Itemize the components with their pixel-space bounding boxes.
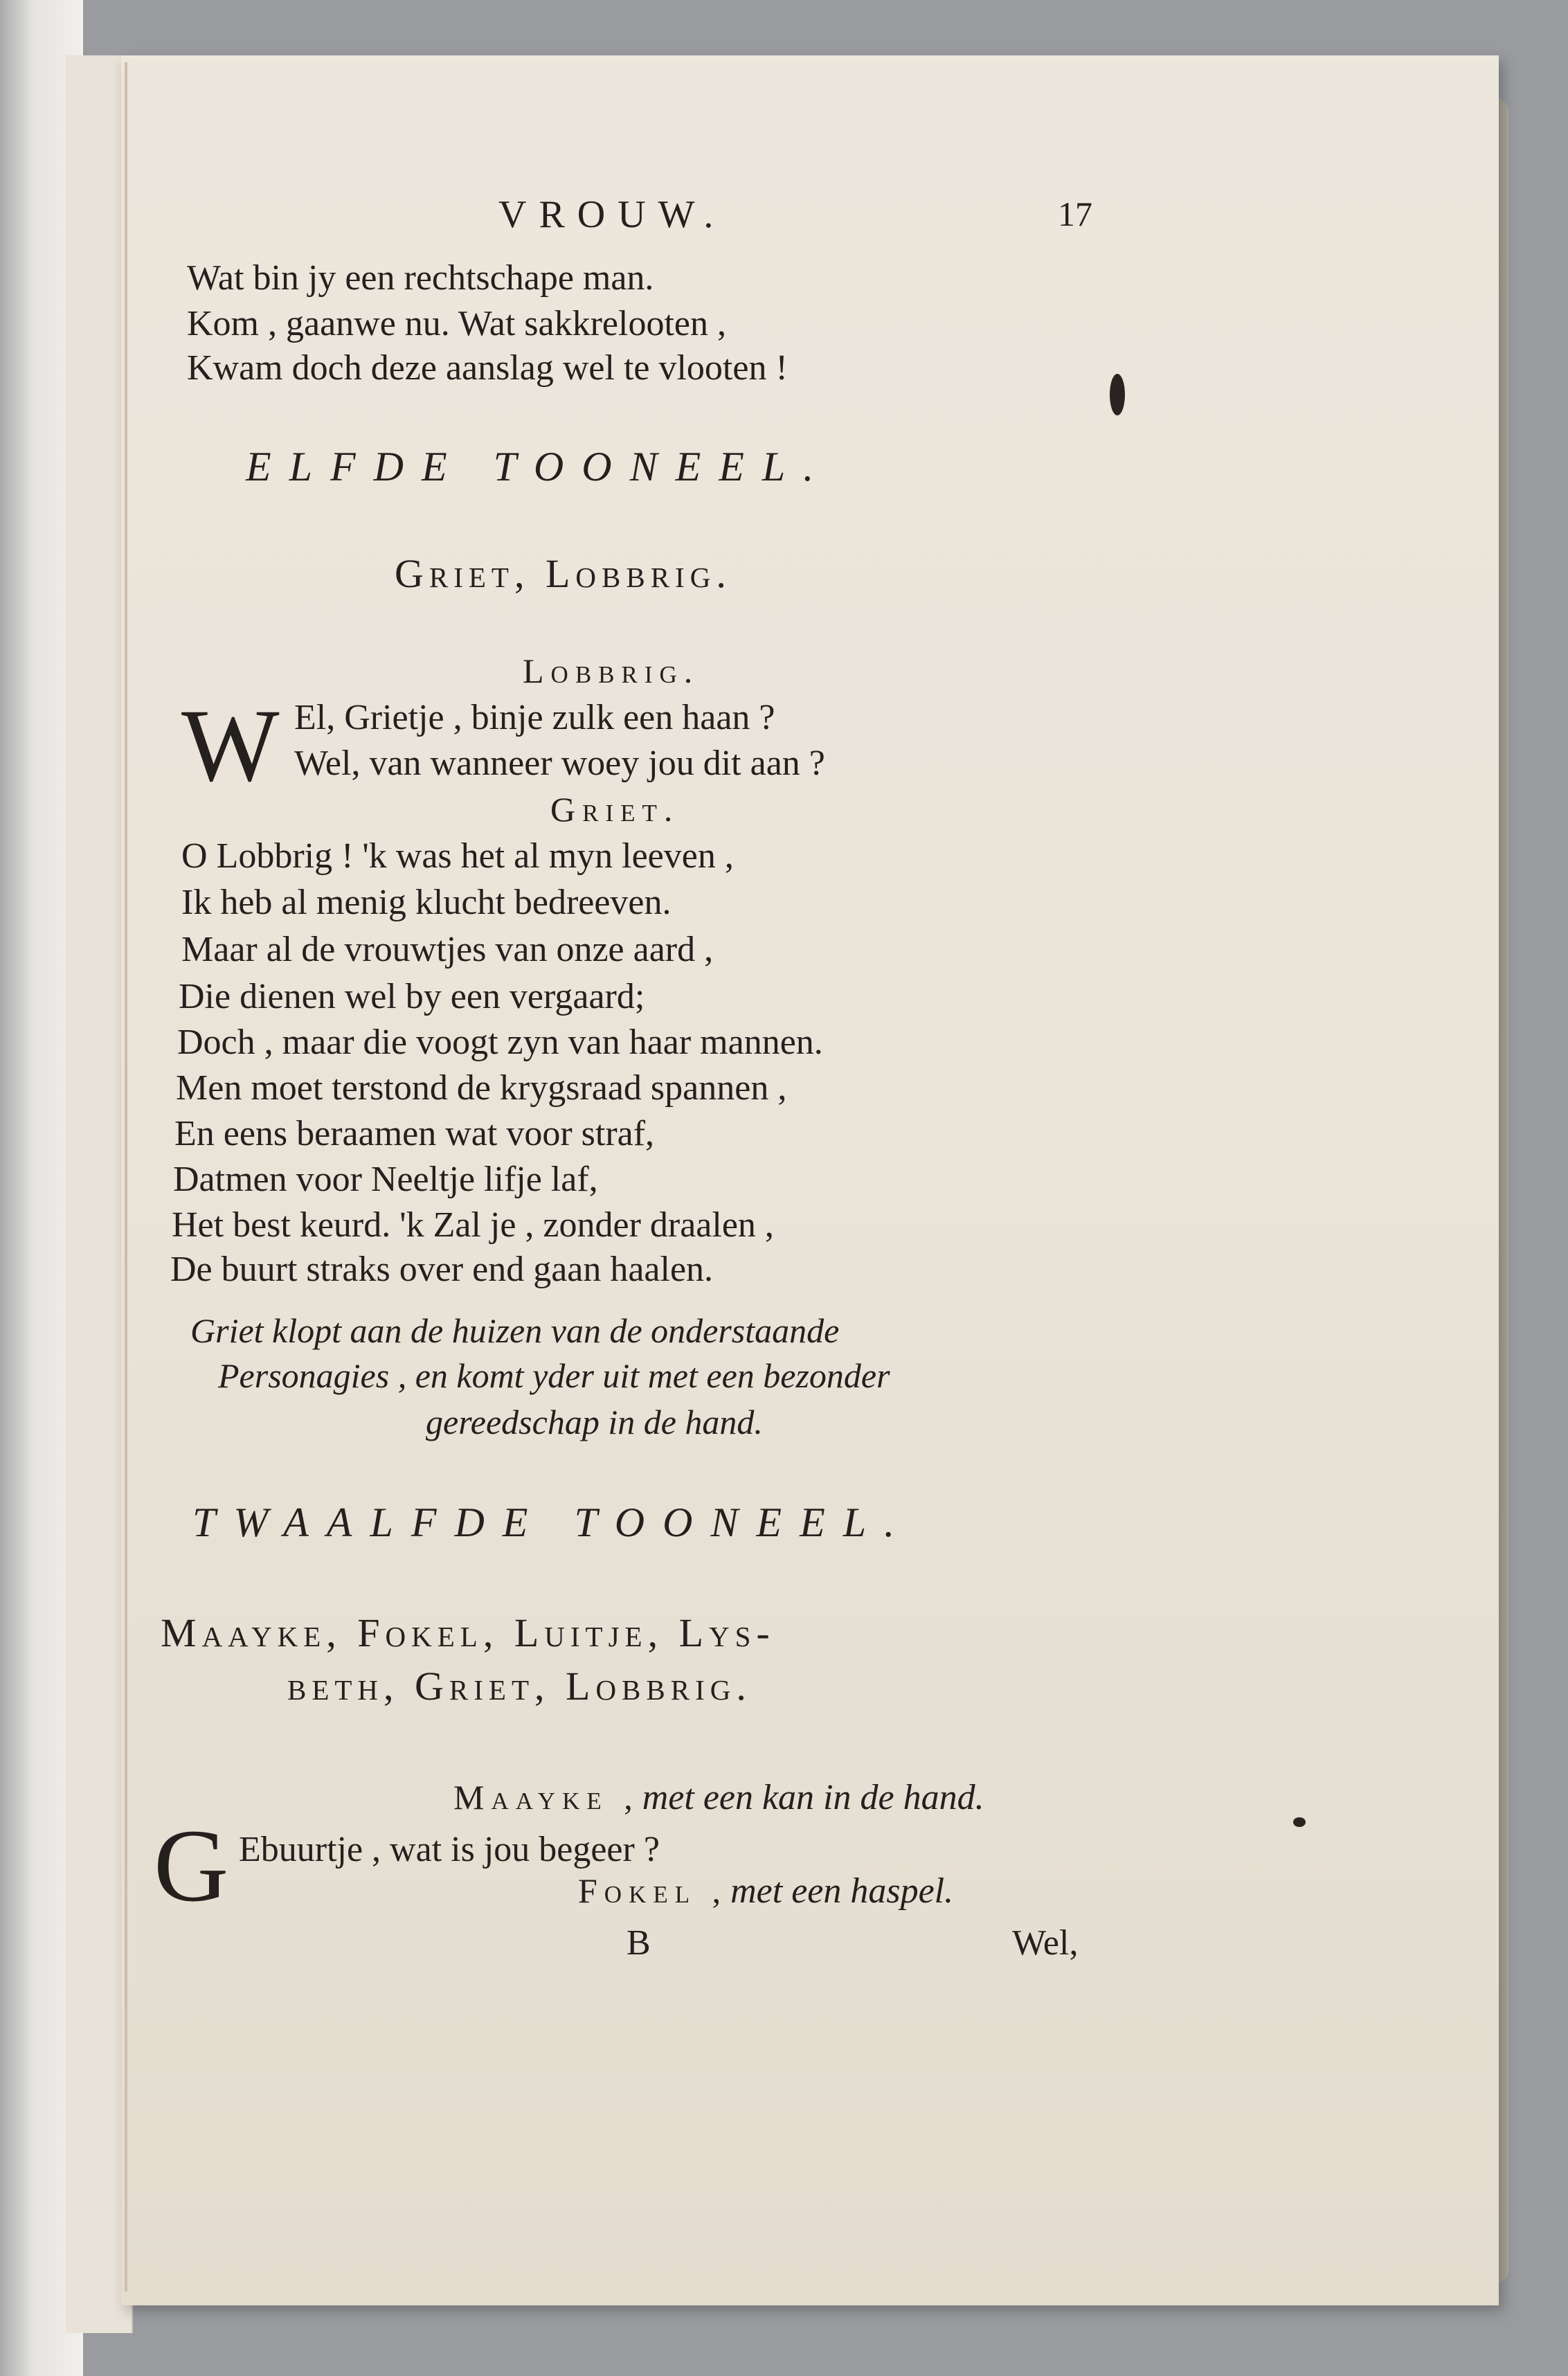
signature-mark: B [627, 1923, 651, 1963]
gutter-line [125, 62, 127, 2292]
drop-capital: W [181, 688, 280, 803]
verse-line: Kwam doch deze aanslag wel te vlooten ! [187, 348, 788, 388]
running-head: VROUW. [498, 193, 726, 236]
speaker-griet: Griet. [550, 790, 680, 829]
page-number: 17 [1058, 195, 1092, 233]
stage-line: gereedschap in de hand. [426, 1403, 763, 1441]
scene-12-characters: beth, Griet, Lobbrig. [287, 1664, 752, 1709]
ink-spot [1110, 374, 1125, 415]
scene-12-characters: Maayke, Fokel, Luitje, Lys- [161, 1610, 775, 1655]
maayke-speaker-line [453, 1776, 984, 1820]
scene-12-title: TWAALFDE TOONEEL. [192, 1500, 913, 1545]
verse-line: De buurt straks over end gaan haalen. [170, 1250, 714, 1289]
scene-11-characters: Griet, Lobbrig. [395, 551, 732, 596]
verse-line: Wel, van wanneer woey jou dit aan ? [294, 744, 825, 783]
verse-line: En eens beraamen wat voor straf, [174, 1114, 655, 1153]
verse-line: El, Grietje , binje zulk een haan ? [294, 698, 775, 737]
catchword: Wel, [1012, 1923, 1079, 1963]
verse-line: Men moet terstond de krygsraad spannen , [176, 1068, 787, 1108]
verse-line: Kom , gaanwe nu. Wat sakkrelooten , [187, 304, 726, 343]
stage-line: Griet klopt aan de huizen van de onderstaande [190, 1311, 840, 1350]
stage-note: met een haspel. [730, 1871, 954, 1911]
verse-line: Het best keurd. 'k Zal je , zonder draalen , [172, 1205, 774, 1245]
ink-spot [1293, 1817, 1306, 1827]
verse-line: Die dienen wel by een vergaard; [179, 977, 645, 1016]
speaker-fokel: Fokel , [578, 1871, 728, 1910]
stage-line: Personagies , en komt yder uit met een bezonder [218, 1356, 890, 1395]
speaker-maayke: Maayke , [453, 1778, 640, 1817]
verse-line: Maar al de vrouwtjes van onze aard , [181, 930, 714, 969]
scene-11-title: ELFDE TOONEEL. [246, 444, 832, 489]
fokel-speaker-line [578, 1869, 953, 1914]
verse-line: Datmen voor Neeltje lifje laf, [173, 1160, 598, 1199]
verse-line: Wat bin jy een rechtschape man. [187, 258, 654, 298]
verse-line: Ebuurtje , wat is jou begeer ? [239, 1830, 660, 1869]
verse-line: O Lobbrig ! 'k was het al myn leeven , [181, 836, 734, 876]
drop-capital: G [154, 1808, 229, 1923]
speaker-lobbrig: Lobbrig. [523, 651, 700, 690]
verse-line: Ik heb al menig klucht bedreeven. [181, 883, 672, 922]
verse-line: Doch , maar die voogt zyn van haar mannen. [177, 1023, 823, 1062]
stage-note: met een kan in de hand. [642, 1778, 984, 1817]
